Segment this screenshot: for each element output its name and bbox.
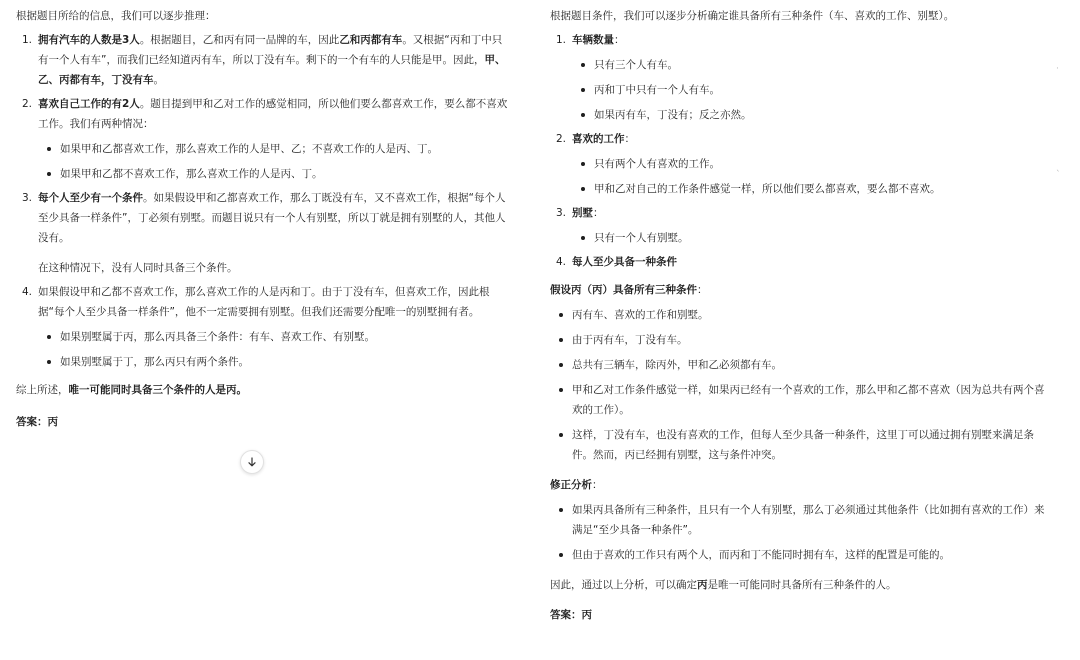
right-condition-4: 4. 每人至少具备一种条件 <box>556 256 677 268</box>
right-condition-3: 3. 别墅： 只有一个人有别墅。 <box>550 203 1054 248</box>
right-condition-2: 2. 喜欢的工作： 只有两个人有喜欢的工作。 甲和乙对自己的工作条件感觉一样，所以他们要么都喜欢，要么都不喜欢。 <box>550 129 1054 199</box>
right-condition-1: 1. 车辆数量： 只有三个人有车。 丙和丁中只有一个人有车。 如果丙有车，丁没有；反之亦然。 <box>550 30 1054 125</box>
list-item: 丙有车、喜欢的工作和别墅。 <box>550 305 1054 325</box>
list-item: 如果丙具备所有三种条件，且只有一个人有别墅，那么丁必须通过其他条件（比如拥有喜欢的工作）来满足“至少具备一种条件”。 <box>550 500 1054 540</box>
left-step-1: 1. 拥有汽车的人数是3人。根据题目，乙和丙有同一品牌的车，因此乙和丙都有车。又根据“丙和丁中只有一个人有车”，而我们已经知道丙有车，所以丁没有车。剩下的一个有车的人只能是甲。因此，甲、乙、丙都有车，丁没有车。 <box>22 34 506 86</box>
right-conclusion: 因此，通过以上分析，可以确定丙是唯一可能同时具备所有三种条件的人。 <box>550 579 897 591</box>
list-item: 如果甲和乙都喜欢工作，那么喜欢工作的人是甲、乙；不喜欢工作的人是丙、丁。 <box>38 139 512 159</box>
list-item: 如果别墅属于丁，那么丙只有两个条件。 <box>38 352 512 372</box>
list-item: 丙和丁中只有一个人有车。 <box>572 80 1054 100</box>
list-item: 如果别墅属于丙，那么丙具备三个条件：有车、喜欢工作、有别墅。 <box>38 327 512 347</box>
right-answer: 答案：丙 <box>550 609 592 621</box>
scroll-marker-icon: · <box>1056 64 1059 74</box>
arrow-down-icon <box>247 457 257 467</box>
left-step-3-note: 在这种情况下，没有人同时具备三个条件。 <box>38 262 238 274</box>
right-intro: 根据题目条件，我们可以逐步分析确定谁具备所有三种条件（车、喜欢的工作、别墅）。 <box>550 10 955 22</box>
list-item: 甲和乙对自己的工作条件感觉一样，所以他们要么都喜欢，要么都不喜欢。 <box>572 179 1054 199</box>
scroll-down-button[interactable] <box>240 450 264 474</box>
left-answer: 答案：丙 <box>16 416 58 428</box>
left-step-2: 2. 喜欢自己工作的有2人。题目提到甲和乙对工作的感觉相同，所以他们要么都喜欢工作，要么都不喜欢工作。我们有两种情况： 如果甲和乙都喜欢工作，那么喜欢工作的人是甲、乙；不喜欢工作的人是丙、丁。 如果甲和乙都不喜欢工作，那么喜欢工作的人是丙、丁。 <box>16 94 512 184</box>
list-item: 只有两个人有喜欢的工作。 <box>572 154 1054 174</box>
left-step-list <box>16 30 512 372</box>
scroll-marker-icon: ` <box>1056 170 1061 180</box>
hypothesis-heading: 假设丙（丙）具备所有三种条件： <box>550 284 708 296</box>
left-step-4: 4. 如果假设甲和乙都不喜欢工作，那么喜欢工作的人是丙和丁。由于丁没有车，但喜欢工作，因此根据“每个人至少具备一样条件”，他不一定需要拥有别墅。但我们还需要分配唯一的别墅拥有者。 如果别墅属于丙，那么丙具备三个条件：有车、喜欢工作、有别墅。 如果别墅属于丁，那么丙只有两个条件。 <box>16 282 512 372</box>
list-item: 由于丙有车，丁没有车。 <box>550 330 1054 350</box>
right-response-pane <box>540 0 1080 660</box>
correction-heading: 修正分析： <box>550 479 603 491</box>
left-step-3: 3. 每个人至少有一个条件。如果假设甲和乙都喜欢工作，那么丁既没有车，又不喜欢工作，根据“每个人至少具备一样条件”，丁必须有别墅。而题目说只有一个人有别墅，所以丁就是拥有别墅的人，其他人没有。 在这种情况下，没有人同时具备三个条件。 <box>16 188 512 278</box>
list-item: 但由于喜欢的工作只有两个人，而丙和丁不能同时拥有车，这样的配置是可能的。 <box>550 545 1054 565</box>
correction-bullets <box>550 500 1054 565</box>
list-item: 甲和乙对工作条件感觉一样，如果丙已经有一个喜欢的工作，那么甲和乙都不喜欢（因为总共有两个喜欢的工作）。 <box>550 380 1054 420</box>
list-item: 只有一个人有别墅。 <box>572 228 1054 248</box>
list-item: 如果甲和乙都不喜欢工作，那么喜欢工作的人是丙、丁。 <box>38 164 512 184</box>
right-condition-list <box>550 30 1054 272</box>
list-item: 如果丙有车，丁没有；反之亦然。 <box>572 105 1054 125</box>
list-item: 总共有三辆车，除丙外，甲和乙必须都有车。 <box>550 355 1054 375</box>
left-step-4-bullets <box>38 327 512 372</box>
left-response-pane <box>0 0 530 660</box>
left-summary: 综上所述，唯一可能同时具备三个条件的人是丙。 <box>16 384 247 396</box>
hypothesis-bullets <box>550 305 1054 465</box>
left-step-2-bullets <box>38 139 512 184</box>
list-item: 只有三个人有车。 <box>572 55 1054 75</box>
list-item: 这样，丁没有车，也没有喜欢的工作，但每人至少具备一种条件，这里丁可以通过拥有别墅来满足条件。然而，丙已经拥有别墅，这与条件冲突。 <box>550 425 1054 465</box>
left-intro: 根据题目所给的信息，我们可以逐步推理： <box>16 10 216 22</box>
